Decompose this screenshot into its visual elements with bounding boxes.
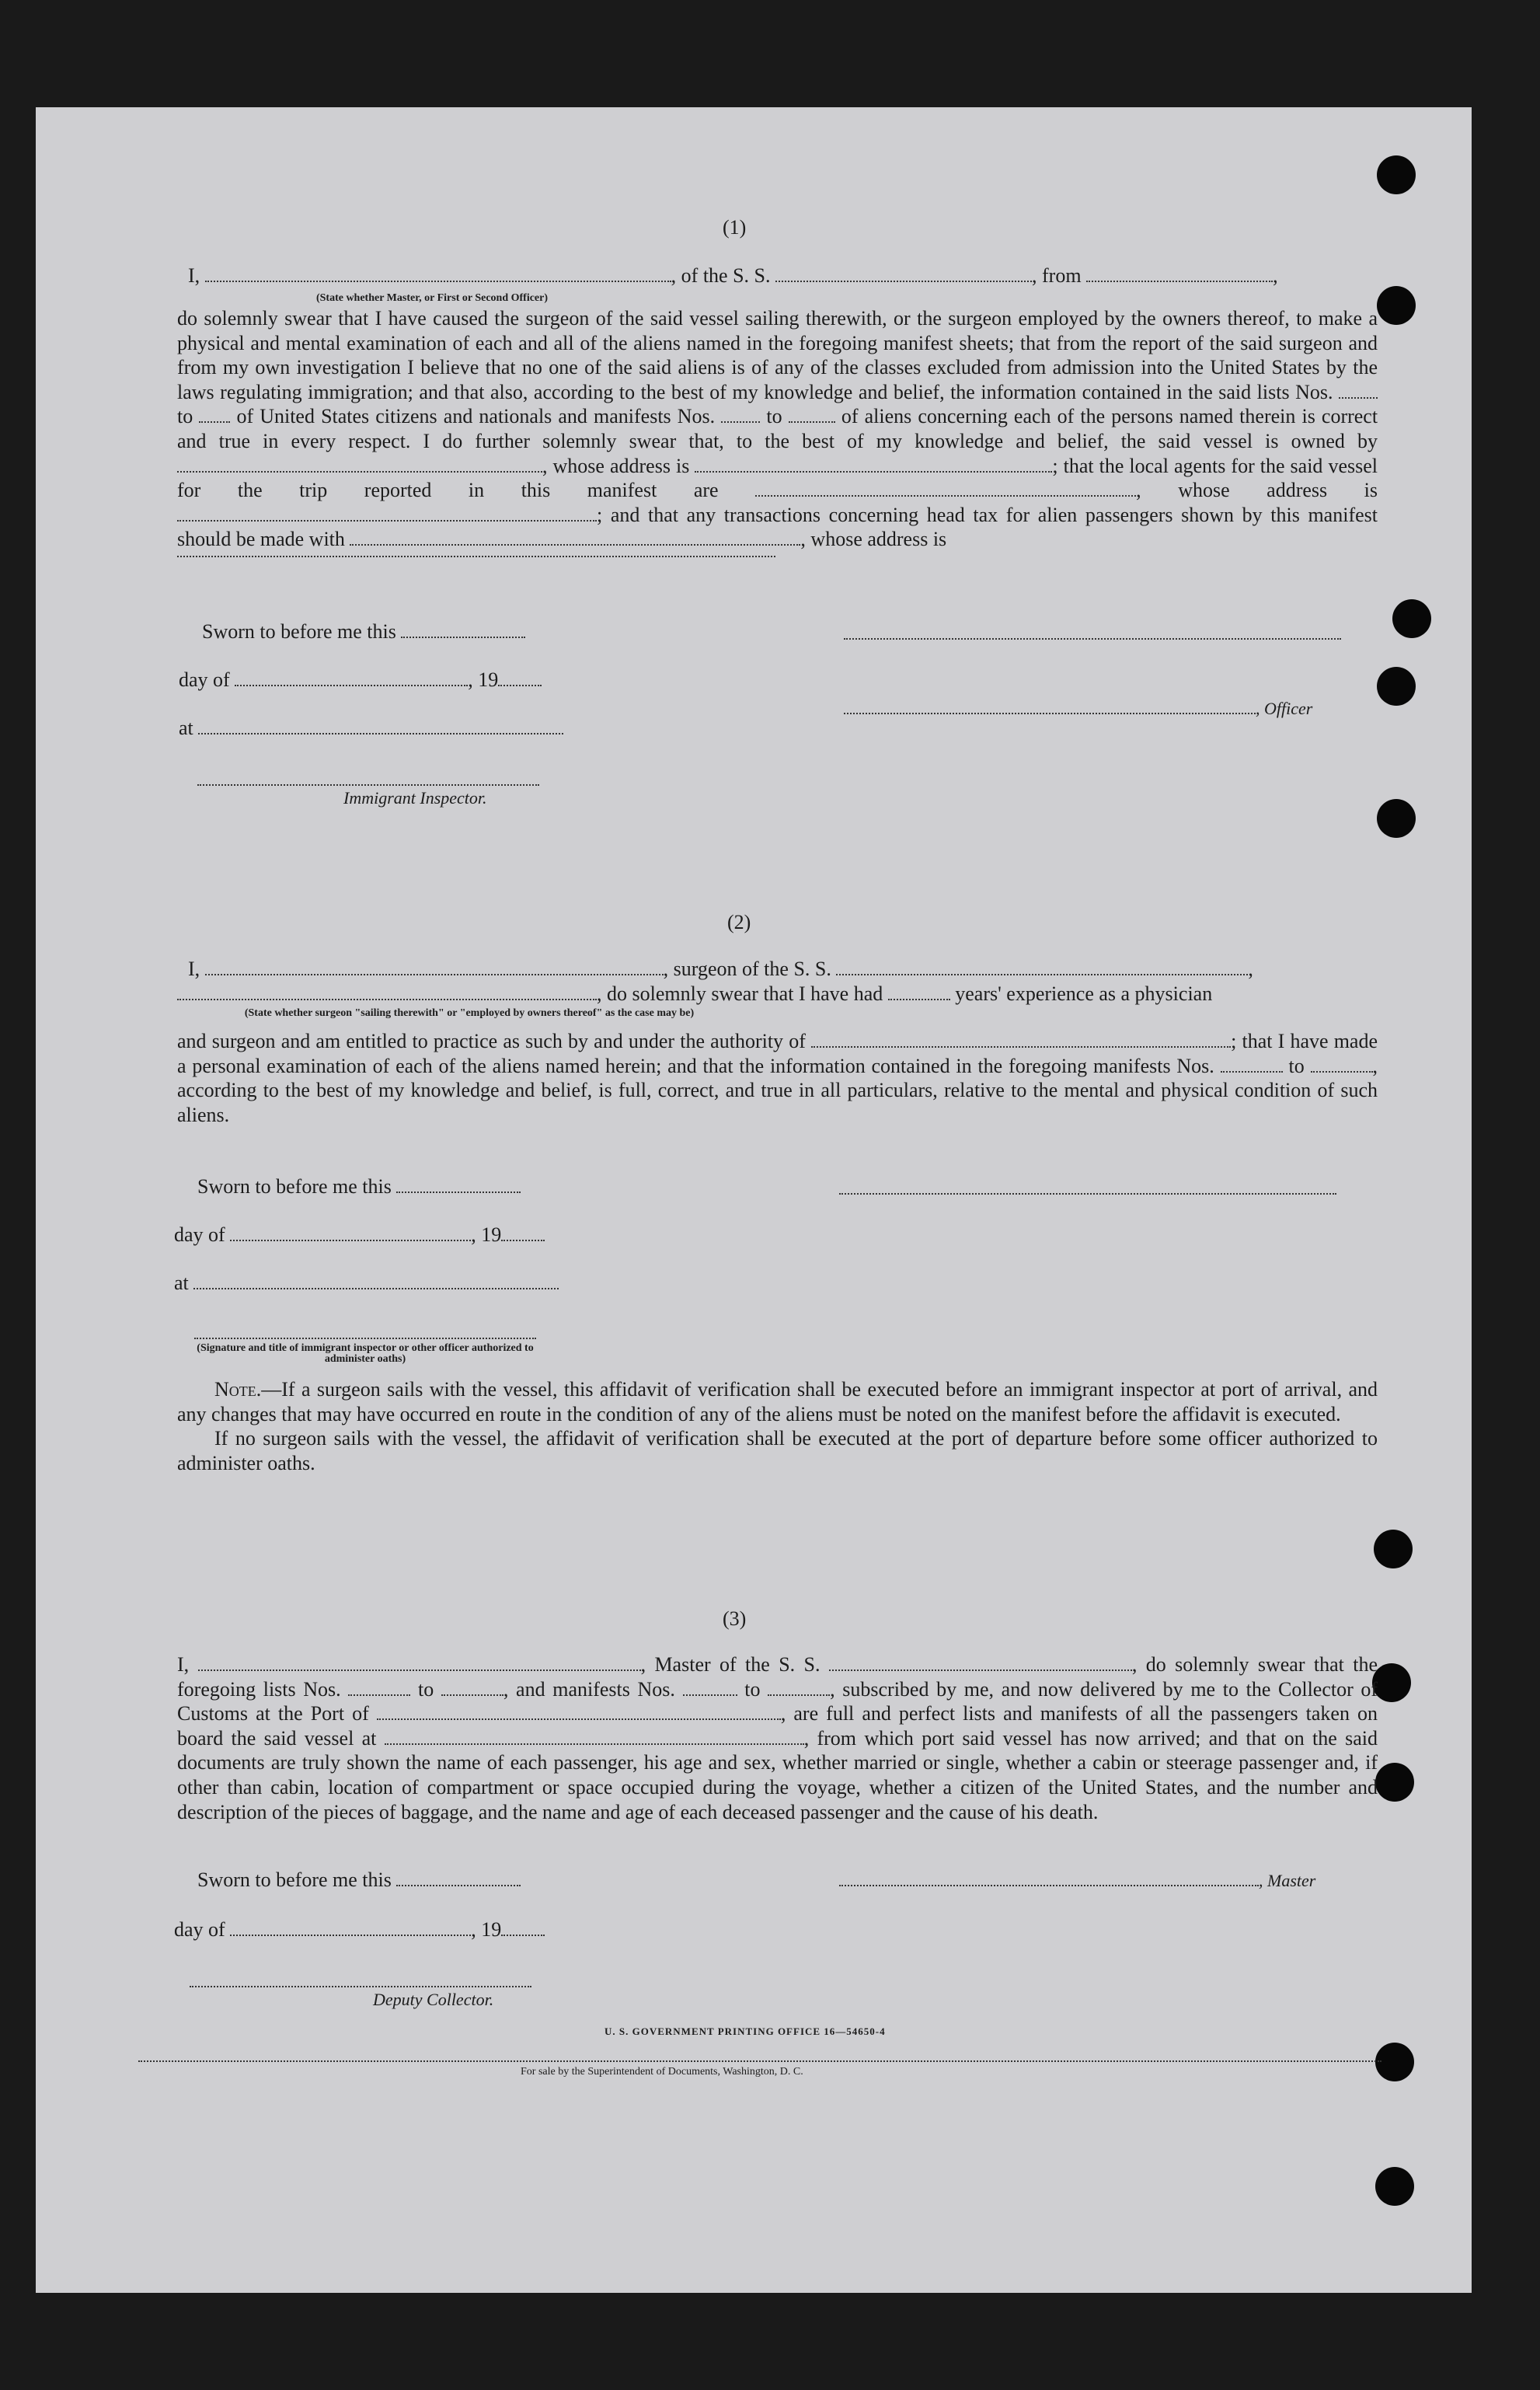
inspector-signature-line[interactable] — [194, 1337, 536, 1339]
day-of-row-1 — [179, 668, 542, 692]
of-ss-label: , of the S. S. — [671, 264, 771, 287]
whose-address-label: , whose address is — [542, 454, 690, 477]
oath-text-3: of aliens concerning each of the persons named therein is correct and true in every respect. I do further solemnly swear that, to the best of my knowledge and belief, the said vessel is owned by — [177, 405, 1378, 452]
at-label: at — [179, 717, 193, 739]
officer-caption: (State whether Master, or First or Second Officer) — [315, 292, 549, 304]
gpo-imprint: U. S. GOVERNMENT PRINTING OFFICE 16—54650-4 — [605, 2025, 886, 2037]
sworn-row-2 — [197, 1175, 521, 1198]
note-block — [177, 1377, 1378, 1475]
punch-hole — [1375, 1763, 1414, 1802]
punch-hole — [1372, 1663, 1411, 1702]
owner-field[interactable] — [177, 470, 542, 473]
day-of-field[interactable] — [235, 684, 468, 686]
master-label: , Master — [1259, 1871, 1316, 1890]
sworn-label: Sworn to before me this — [202, 620, 396, 643]
ship-name-field[interactable] — [836, 973, 1248, 975]
year-label: , 19 — [468, 668, 499, 691]
sworn-label: Sworn to before me this — [197, 1175, 392, 1198]
i-label: I, — [188, 958, 200, 980]
day-of-label: day of — [174, 1223, 225, 1246]
from-label: , from — [1032, 264, 1082, 287]
deputy-signature-line[interactable] — [190, 1985, 531, 1987]
sworn-date-field[interactable] — [396, 1191, 521, 1193]
sworn-date-field[interactable] — [401, 636, 525, 638]
i-label: I, — [177, 1653, 190, 1676]
section-2-body: and surgeon and am entitled to practice as such by and under the authority of ; that I have made a personal examination of each of the aliens named herein; and that the information contained in the foregoing manifests Nos. to , according to the best of my knowledge and belief, is full, correct, and true in all particulars, relative to the mental and physical condition of such aliens. — [177, 1030, 1378, 1126]
surgeon-signature-line[interactable] — [839, 1192, 1336, 1195]
whose-address-label: whose address is — [1178, 479, 1378, 502]
oath-text-2: of United States citizens and nationals and manifests Nos. — [236, 405, 716, 428]
master-signature-row — [839, 1868, 1315, 1892]
surgeon-of-label: , surgeon of the S. S. — [663, 958, 831, 980]
officer-label: , Officer — [1256, 699, 1313, 718]
years-label: years' experience as a physician — [955, 982, 1213, 1005]
do-solemnly-label: , do solemnly — [1131, 1653, 1249, 1676]
master-name-field[interactable] — [198, 1669, 641, 1671]
year-field[interactable] — [501, 1934, 545, 1936]
agents-field[interactable] — [755, 494, 1136, 497]
signature-caption: (Signature and title of immigrant inspector or other officer authorized to administer oaths) — [197, 1342, 534, 1365]
master-signature-line[interactable] — [839, 1884, 1259, 1886]
master-text-2: delivered by me to the Collector of Customs at the Port of — [177, 1677, 1378, 1725]
embark-port-field[interactable] — [385, 1743, 804, 1745]
footer-rule — [138, 2060, 1381, 2062]
from-which-label: , from which — [803, 1726, 914, 1750]
to-label: to — [1288, 1054, 1305, 1077]
oath-text: do solemnly swear that I have caused the surgeon of the said vessel sailing therewith, or the surgeon employed by the owners thereof, to make a physical and mental examination of each and all of the aliens named in the foregoing manifest sheets; that from the report of the said surgeon and from my own investigation I believe that no one of the said aliens is of any of the classes excluded from admission into the United States by the laws regulating immigration; and that also, according to the best of my knowledge and belief, the information contained in the said lists Nos. — [177, 307, 1378, 403]
punch-hole — [1375, 2043, 1414, 2081]
note-text-2: If no surgeon sails with the vessel, the affidavit of verification shall be executed at the port of departure before some officer authorized to administer oaths. — [177, 1427, 1378, 1474]
owner-address-field[interactable] — [695, 470, 1052, 473]
subscribed-label: , subscribed by me, and now — [830, 1677, 1073, 1701]
note-text: —If a surgeon sails with the vessel, this affidavit of verification shall be executed before an immigrant inspector at port of arrival, and any changes that may have occurred en route in the condition of any of the aliens must be noted on the manifest before the affidavit is executed. — [177, 1378, 1378, 1425]
authority-field[interactable] — [811, 1045, 1231, 1048]
surgeon-text: and surgeon and am entitled to practice as such by and under the authority of — [177, 1030, 806, 1052]
officer-title-field[interactable] — [205, 280, 671, 282]
section-1-body: do solemnly swear that I have caused the surgeon of the said vessel sailing therewith, or the surgeon employed by the owners thereof, to make a physical and mental examination of each and all of the aliens named in the foregoing manifest sheets; that from the report of the said surgeon and from my own investigation I believe that no one of the said aliens is of any of the classes excluded from admission into the United States by the laws regulating immigration; and that also, according to the best of my knowledge and belief, the information contained in the said lists Nos. to of United States citizens and nationals and manifests Nos. to of aliens concerning each of the persons named therein is correct and true in every respect. I do further solemnly swear that, to the best of my knowledge and belief, the said vessel is owned by , whose address is ; that the local agents for the said vessel for the trip reported in this manifest are , whose address is ; and that any transactions concerning head tax for alien passengers shown by this manifest should be made with , whose address is — [177, 306, 1378, 557]
section-2-second-line — [177, 982, 1212, 1006]
head-tax-party-field[interactable] — [350, 543, 800, 546]
punch-hole — [1392, 599, 1431, 638]
agents-address-field[interactable] — [177, 519, 597, 522]
punch-hole — [1377, 799, 1416, 838]
section-1-number: (1) — [723, 216, 747, 239]
officer-name-field[interactable] — [844, 712, 1256, 714]
sworn-row-1 — [202, 620, 525, 644]
at-row-2 — [174, 1272, 559, 1295]
section-2-first-line: I, , surgeon of the S. S. , — [188, 958, 1253, 980]
section-3-number: (3) — [723, 1607, 747, 1630]
manifests-to-field[interactable] — [768, 1694, 830, 1696]
manifests-to-field[interactable] — [1311, 1070, 1373, 1073]
i-label: I, — [188, 264, 200, 287]
swear-label: , do solemnly swear that I have had — [597, 982, 883, 1005]
manifests-to-field[interactable] — [789, 420, 835, 423]
manifests-from-field[interactable] — [721, 420, 760, 423]
at-field[interactable] — [198, 732, 563, 734]
day-of-label: day of — [174, 1918, 225, 1941]
deputy-label: Deputy Collector. — [373, 1990, 494, 2009]
punch-hole — [1377, 667, 1416, 706]
day-of-label: day of — [179, 668, 230, 691]
punch-hole — [1374, 1530, 1413, 1568]
to-label: to — [744, 1677, 761, 1701]
at-row-1 — [179, 717, 563, 740]
surgeon-caption: (State whether surgeon "sailing therewith" or "employed by owners thereof" as the case may be) — [244, 1007, 695, 1019]
note-label: Note. — [214, 1378, 262, 1401]
oath-text-5: ; and that any transactions concerning head tax for alien passengers shown by this manifest should be made with — [177, 503, 1378, 551]
and-manifests-label: , and manifests Nos. — [503, 1677, 675, 1701]
surgeon-text-2: that I have made a personal examination of each of the aliens named herein; and that the information contained in the foregoing manifests Nos. — [177, 1030, 1378, 1077]
inspector-signature-line[interactable] — [197, 783, 539, 786]
officer-row — [844, 696, 1312, 720]
year-label: , 19 — [471, 1223, 502, 1246]
officer-signature-line[interactable] — [844, 637, 1341, 640]
sworn-row-3 — [197, 1868, 521, 1892]
year-label: , 19 — [471, 1918, 502, 1941]
section-1-first-line: I, , of the S. S. , from , — [188, 264, 1278, 287]
at-field[interactable] — [193, 1287, 559, 1289]
years-field[interactable] — [888, 998, 950, 1000]
section-2-number: (2) — [727, 911, 751, 933]
ship-name-field[interactable] — [775, 280, 1032, 282]
to-label: to — [766, 405, 782, 428]
to-label: to — [177, 405, 193, 428]
full-label: , are full and perfect lists and — [780, 1702, 1033, 1725]
day-of-row-3 — [174, 1918, 545, 1942]
inspector-label: Immigrant Inspector. — [343, 788, 487, 808]
surgeon-name-field[interactable] — [205, 973, 664, 975]
from-port-field[interactable] — [1086, 280, 1273, 282]
oath-text-4: that the local agents for the said vessel for the trip reported in this manifest are — [177, 454, 1378, 502]
sale-notice: For sale by the Superintendent of Documents, Washington, D. C. — [521, 2066, 803, 2078]
sworn-label: Sworn to before me this — [197, 1868, 392, 1891]
day-of-field[interactable] — [230, 1934, 471, 1936]
master-text: swear that the foregoing lists Nos. — [177, 1653, 1378, 1701]
master-of-label: , Master of the S. S. — [640, 1653, 821, 1676]
at-label: at — [174, 1272, 189, 1294]
ship-name-field[interactable] — [829, 1669, 1132, 1671]
manifests-from-field[interactable] — [683, 1694, 737, 1696]
section-3-body — [177, 1652, 1378, 1824]
to-label: to — [418, 1677, 434, 1701]
punch-hole — [1377, 286, 1416, 325]
document-page — [36, 107, 1472, 2293]
day-of-field[interactable] — [230, 1239, 471, 1241]
whose-address-label: , whose address is — [800, 528, 947, 551]
year-field[interactable] — [498, 684, 542, 686]
head-tax-address-field[interactable] — [177, 555, 775, 557]
year-field[interactable] — [501, 1239, 545, 1241]
surgeon-status-field[interactable] — [177, 998, 597, 1000]
lists-from-field[interactable] — [1339, 396, 1378, 399]
sworn-date-field[interactable] — [396, 1884, 521, 1886]
punch-hole — [1375, 2167, 1414, 2206]
surgeon-text-3: , according to the best of my knowledge and belief, is full, correct, and true in all particulars, relative to the mental and physical condition of such aliens. — [177, 1054, 1378, 1126]
master-text-3: manifests of all the passengers taken on board the said vessel at — [177, 1702, 1378, 1750]
lists-to-field[interactable] — [441, 1694, 503, 1696]
punch-hole — [1377, 155, 1416, 194]
port-field[interactable] — [377, 1718, 781, 1720]
lists-from-field[interactable] — [348, 1694, 410, 1696]
manifests-from-field[interactable] — [1221, 1070, 1283, 1073]
master-text-4: port said vessel has now arrived; and that on the said documents are truly shown the name of each passenger, his age and sex, whether married or single, whether a cabin or steerage passenger and, if other than cabin, location of compartment or space occupied during the voyage, whether a citizen of the United States, and the number and description of the pieces of baggage, and the name and age of each deceased passenger and the cause of his death. — [177, 1726, 1378, 1823]
lists-to-field[interactable] — [199, 420, 230, 423]
day-of-row-2 — [174, 1223, 545, 1247]
